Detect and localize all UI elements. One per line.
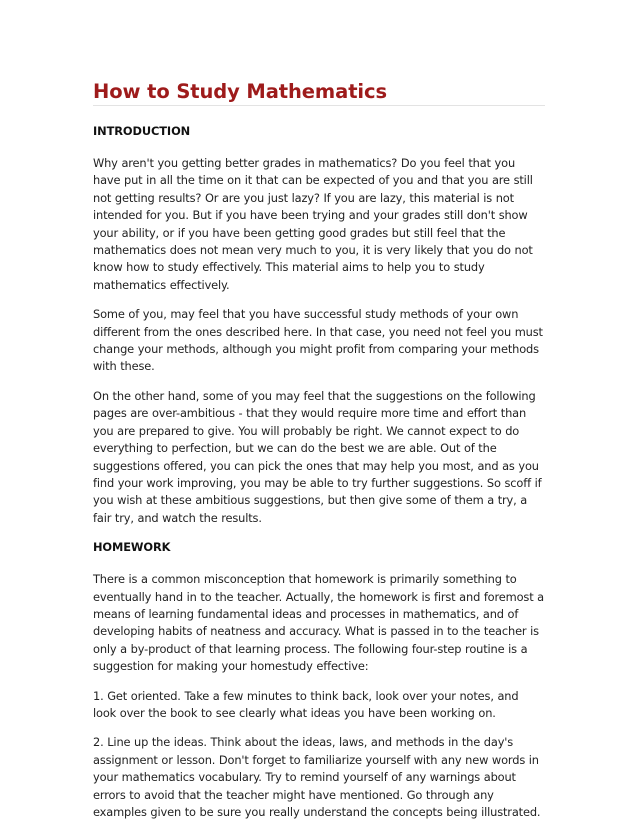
paragraph: 2. Line up the ideas. Think about the ideas, laws, and methods in the day's assignment or lesson. Don't forget to familiarize yourself with any new words in your mathematics vocabulary. Try to remind yourself of any warnings about errors to avoid that the teacher might have mentioned. Go through any examples given to be sure you really understand the concepts being illustrated.: [93, 735, 541, 819]
page-title: How to Study Mathematics: [93, 80, 387, 103]
section-introduction: [93, 123, 545, 527]
paragraph: Some of you, may feel that you have successful study methods of your own different from the ones described here. In that case, you need not feel you must change your methods, although you might profit from comparing your methods with these.: [93, 307, 543, 374]
paragraph: Why aren't you getting better grades in mathematics? Do you feel that you have put in all the time on it that can be expected of you and that you are still not getting results? Or are you just lazy? If you are lazy, this material is not intended for you. But if you have been trying and your grades still don't show your ability, or if you have been getting good grades but still feel that the mathematics does not mean very much to you, it is very likely that you do not know how to study effectively. This material aims to help you to study mathematics effectively.: [93, 156, 533, 292]
paragraph: There is a common misconception that homework is primarily something to eventually hand in to the teacher. Actually, the homework is first and foremost a means of learning fundamental ideas and processes in mathematics, and of developing habits of neatness and accuracy. What is passed in to the teacher is only a by-product of that learning process. The following four-step routine is a suggestion for making your homestudy effective:: [93, 572, 545, 674]
title-divider: [93, 105, 545, 106]
section-homework: [93, 539, 545, 821]
paragraph: On the other hand, some of you may feel that the suggestions on the following pages are over-ambitious - that they would require more time and effort than you are prepared to give. You will probably be right. We cannot expect to do everything to perfection, but we can do the best we are able. Out of the suggestions offered, you can pick the ones that may help you most, and as you find your work improving, you may be able to try further suggestions. So scoff if you wish at these ambitious suggestions, but then give some of them a try, a fair try, and watch the results.: [93, 388, 542, 525]
paragraph: 1. Get oriented. Take a few minutes to think back, look over your notes, and look over the book to see clearly what ideas you have been working on.: [93, 688, 519, 720]
document-page: [93, 80, 545, 833]
section-heading: HOMEWORK: [93, 540, 171, 555]
section-heading: INTRODUCTION: [93, 124, 191, 138]
